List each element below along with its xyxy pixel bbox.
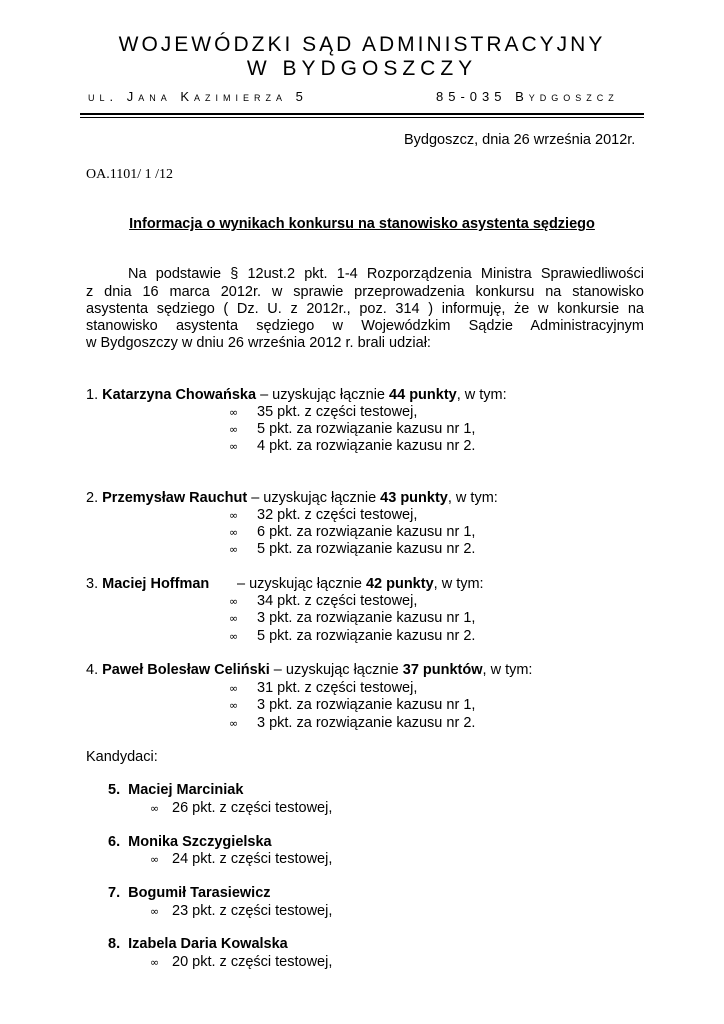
score-item — [229, 404, 417, 420]
score-item — [229, 610, 475, 626]
participant-3 — [86, 576, 209, 592]
score-item — [229, 524, 475, 540]
infinity-bullet-icon: ∞ — [229, 717, 239, 730]
intro-line-4: stanowisko asystenta sędziego w Wojewódzkim Sądzie Administracyjnym — [86, 318, 644, 334]
participant-number: 2. — [86, 490, 99, 506]
infinity-bullet-icon: ∞ — [150, 853, 160, 866]
infinity-bullet-icon: ∞ — [229, 526, 239, 539]
candidate-name: Maciej Marciniak — [128, 782, 244, 798]
candidate-name: Bogumił Tarasiewicz — [128, 885, 271, 901]
participant-points: 37 punktów — [402, 662, 483, 678]
participant-number: 4. — [86, 662, 99, 678]
participant-points: 43 punkty — [380, 490, 448, 506]
candidate-7 — [108, 885, 271, 901]
court-postal: 85-035 Bydgoszcz — [436, 89, 619, 104]
candidate-number: 6. — [108, 834, 121, 850]
score-text: 23 pkt. z części testowej, — [172, 903, 333, 919]
score-item — [229, 421, 475, 437]
court-name-line1: WOJEWÓDZKI SĄD ADMINISTRACYJNY — [118, 33, 606, 56]
infinity-bullet-icon: ∞ — [229, 612, 239, 625]
infinity-bullet-icon: ∞ — [229, 630, 239, 643]
candidate-number: 5. — [108, 782, 121, 798]
score-item — [229, 438, 475, 454]
infinity-bullet-icon: ∞ — [150, 905, 160, 918]
score-text: 3 pkt. za rozwiązanie kazusu nr 1, — [257, 697, 476, 713]
candidate-8 — [108, 936, 288, 952]
candidate-score — [150, 800, 332, 816]
candidates-label: Kandydaci: — [86, 749, 158, 765]
score-item — [229, 680, 417, 696]
candidate-name: Monika Szczygielska — [128, 834, 272, 850]
infinity-bullet-icon: ∞ — [150, 956, 160, 969]
score-text: 26 pkt. z części testowej, — [172, 800, 333, 816]
intro-line-3: asystenta sędziego ( Dz. U. z 2012r., poz. 314 ) informuję, że w konkursie na — [86, 301, 644, 317]
infinity-bullet-icon: ∞ — [229, 423, 239, 436]
infinity-bullet-icon: ∞ — [229, 595, 239, 608]
score-item — [229, 628, 475, 644]
score-text: 6 pkt. za rozwiązanie kazusu nr 1, — [257, 524, 476, 540]
court-name-line2: W BYDGOSZCZY — [246, 57, 478, 80]
candidate-5 — [108, 782, 243, 798]
participant-1 — [86, 387, 507, 403]
document-date: Bydgoszcz, dnia 26 września 2012r. — [404, 132, 636, 148]
candidate-number: 8. — [108, 936, 121, 952]
participant-text: – uzyskując łącznie — [256, 387, 390, 403]
reference-number: OA.1101/ 1 /12 — [86, 167, 173, 182]
candidate-score — [150, 851, 332, 867]
score-text: 35 pkt. z części testowej, — [257, 404, 418, 420]
participant-4 — [86, 662, 532, 678]
court-street: ul. Jana Kazimierza 5 — [88, 89, 308, 104]
score-text: 31 pkt. z części testowej, — [257, 680, 418, 696]
infinity-bullet-icon: ∞ — [229, 406, 239, 419]
participant-name: Paweł Bolesław Celiński — [102, 662, 270, 678]
score-item — [229, 715, 475, 731]
score-item — [229, 697, 475, 713]
candidate-number: 7. — [108, 885, 121, 901]
participant-text-end: , w tym: — [456, 387, 507, 403]
participant-text: – uzyskując łącznie — [237, 576, 366, 592]
document-title-text: Informacja o wynikach konkursu na stanowisko asystenta sędziego — [129, 216, 595, 232]
participant-text-end: , w tym: — [433, 576, 484, 592]
participant-name: Maciej Hoffman — [102, 576, 210, 592]
participant-text-end: , w tym: — [447, 490, 498, 506]
candidate-6 — [108, 834, 272, 850]
score-item — [229, 541, 475, 557]
infinity-bullet-icon: ∞ — [229, 440, 239, 453]
participant-name: Przemysław Rauchut — [102, 490, 248, 506]
candidate-score — [150, 954, 332, 970]
score-text: 20 pkt. z części testowej, — [172, 954, 333, 970]
infinity-bullet-icon: ∞ — [229, 509, 239, 522]
participant-number: 3. — [86, 576, 99, 592]
intro-line-5: w Bydgoszczy w dniu 26 września 2012 r. brali udział: — [86, 335, 431, 351]
infinity-bullet-icon: ∞ — [229, 699, 239, 712]
score-text: 5 pkt. za rozwiązanie kazusu nr 2. — [257, 628, 476, 644]
header-rule-thick — [80, 113, 644, 115]
participant-2 — [86, 490, 498, 506]
score-text: 3 pkt. za rozwiązanie kazusu nr 2. — [257, 715, 476, 731]
score-item — [229, 593, 417, 609]
score-text: 4 pkt. za rozwiązanie kazusu nr 2. — [257, 438, 476, 454]
participant-text: – uzyskując łącznie — [247, 490, 381, 506]
header-rule-thin — [80, 117, 644, 118]
candidate-score — [150, 903, 332, 919]
participant-3-score — [237, 576, 484, 592]
score-text: 34 pkt. z części testowej, — [257, 593, 418, 609]
participant-number: 1. — [86, 387, 99, 403]
intro-line-2: z dnia 16 marca 2012r. w sprawie przeprowadzenia konkursu na stanowisko — [86, 284, 644, 300]
document-title — [0, 216, 724, 232]
score-text: 5 pkt. za rozwiązanie kazusu nr 1, — [257, 421, 476, 437]
participant-name: Katarzyna Chowańska — [102, 387, 257, 403]
participant-points: 42 punkty — [365, 576, 434, 592]
participant-points: 44 punkty — [389, 387, 457, 403]
score-text: 32 pkt. z części testowej, — [257, 507, 418, 523]
infinity-bullet-icon: ∞ — [150, 802, 160, 815]
intro-line-1: Na podstawie § 12ust.2 pkt. 1-4 Rozporządzenia Ministra Sprawiedliwości — [128, 266, 644, 282]
participant-text: – uzyskując łącznie — [269, 662, 403, 678]
score-text: 3 pkt. za rozwiązanie kazusu nr 1, — [257, 610, 476, 626]
score-text: 24 pkt. z części testowej, — [172, 851, 333, 867]
score-item — [229, 507, 417, 523]
participant-text-end: , w tym: — [482, 662, 533, 678]
infinity-bullet-icon: ∞ — [229, 543, 239, 556]
infinity-bullet-icon: ∞ — [229, 682, 239, 695]
candidate-name: Izabela Daria Kowalska — [128, 936, 288, 952]
score-text: 5 pkt. za rozwiązanie kazusu nr 2. — [257, 541, 476, 557]
